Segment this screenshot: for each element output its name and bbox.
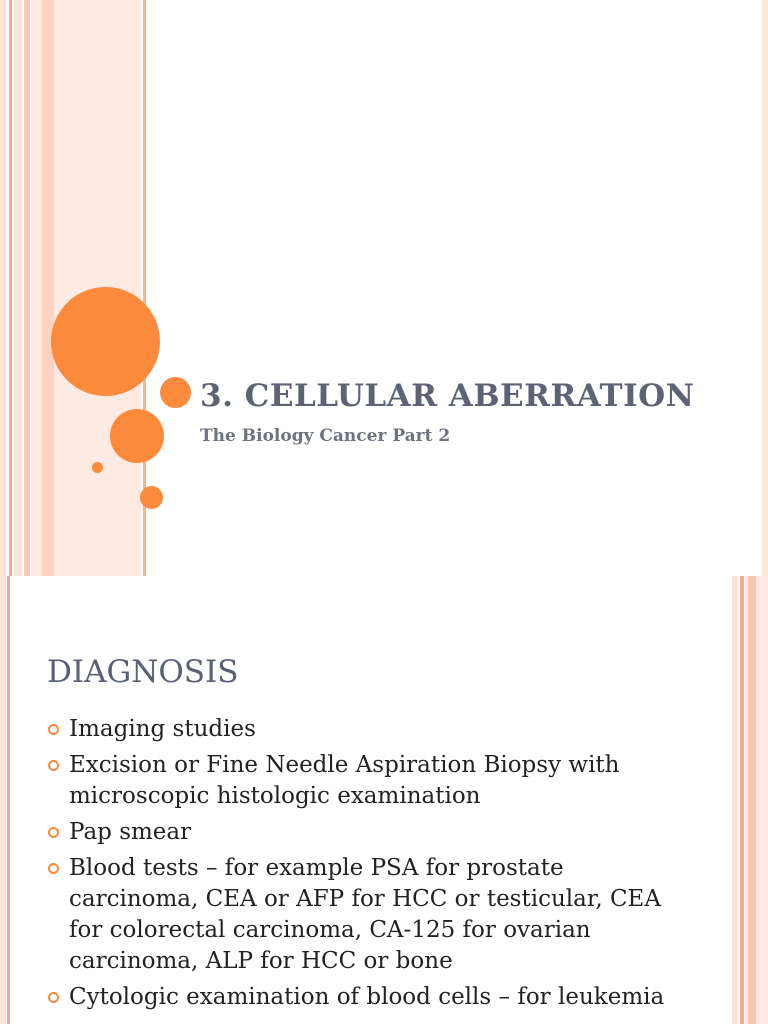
decorative-stripe [14, 0, 22, 576]
list-item-text: Pap smear [69, 819, 192, 845]
decorative-stripe [0, 0, 6, 576]
decorative-circle-small [140, 486, 163, 509]
bullet-ring-icon [48, 863, 59, 874]
list-item-text: Imaging studies [69, 716, 256, 742]
list-item [47, 982, 687, 1013]
decorative-stripe [0, 576, 6, 1024]
list-item-text: Cytologic examination of blood cells – for leukemia [69, 984, 665, 1010]
decorative-stripe [9, 0, 12, 576]
decorative-circle-small [160, 377, 191, 408]
decorative-circle-large [51, 287, 160, 396]
slide-title: 3. CELLULAR ABERRATION [200, 378, 695, 414]
list-item-text: Blood tests – for example PSA for prostate carcinoma, CEA or AFP for HCC or testicular, CEA for colorectal carcinoma, CA-125 for ovarian carcinoma, ALP for HCC or bone [69, 855, 661, 974]
decorative-stripe [740, 576, 744, 1024]
bullet-ring-icon [48, 992, 59, 1003]
decorative-stripe [732, 576, 738, 1024]
slide-heading: DIAGNOSIS [47, 654, 239, 690]
list-item [47, 853, 687, 977]
decorative-circle-medium [110, 409, 164, 463]
bullet-list [47, 714, 687, 1018]
bullet-ring-icon [48, 760, 59, 771]
list-item-text: Excision or Fine Needle Aspiration Biopsy with microscopic histologic examination [69, 752, 620, 809]
list-item [47, 750, 687, 812]
bullet-ring-icon [48, 724, 59, 735]
bullet-ring-icon [48, 827, 59, 838]
content-slide [0, 576, 768, 1024]
list-item [47, 817, 687, 848]
decorative-stripe [748, 576, 756, 1024]
decorative-stripe [24, 0, 30, 576]
slide-subtitle: The Biology Cancer Part 2 [200, 426, 451, 446]
decorative-stripe [42, 0, 54, 576]
decorative-circle-tiny [92, 462, 103, 473]
list-item [47, 714, 687, 745]
decorative-stripe [7, 576, 10, 1024]
decorative-stripe [762, 0, 768, 576]
